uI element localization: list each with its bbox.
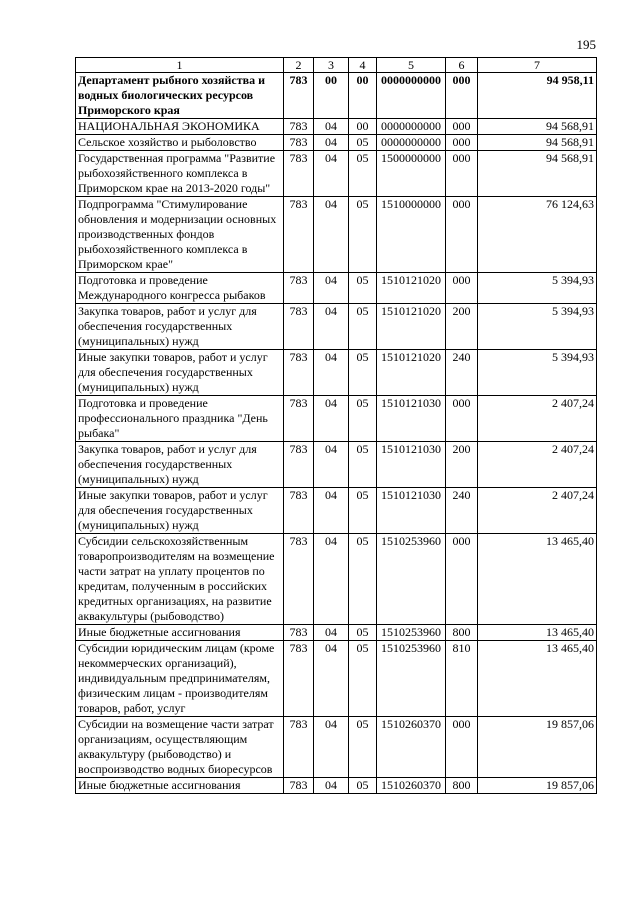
table-row <box>76 778 597 794</box>
expense-code: 000 <box>446 534 478 625</box>
row-name: Иные закупки товаров, работ и услуг для обеспечения государственных (муниципальных) нужд <box>76 488 284 534</box>
section-code: 04 <box>314 273 349 304</box>
amount: 2 407,24 <box>478 442 597 488</box>
budget-table <box>75 57 597 794</box>
target-code: 1510121030 <box>377 442 446 488</box>
row-name: Иные закупки товаров, работ и услуг для обеспечения государственных (муниципальных) нужд <box>76 350 284 396</box>
subsection-code: 05 <box>349 717 377 778</box>
subsection-code: 05 <box>349 641 377 717</box>
section-code: 04 <box>314 151 349 197</box>
admin-code: 783 <box>284 119 314 135</box>
expense-code: 240 <box>446 488 478 534</box>
table-row <box>76 625 597 641</box>
subsection-code: 05 <box>349 778 377 794</box>
admin-code: 783 <box>284 625 314 641</box>
amount: 5 394,93 <box>478 304 597 350</box>
section-code: 04 <box>314 641 349 717</box>
table-row <box>76 135 597 151</box>
column-header: 3 <box>314 58 349 73</box>
admin-code: 783 <box>284 73 314 119</box>
admin-code: 783 <box>284 778 314 794</box>
subsection-code: 05 <box>349 350 377 396</box>
target-code: 1510121020 <box>377 350 446 396</box>
expense-code: 810 <box>446 641 478 717</box>
column-header: 5 <box>377 58 446 73</box>
row-name: Сельское хозяйство и рыболовство <box>76 135 284 151</box>
subsection-code: 05 <box>349 135 377 151</box>
table-row <box>76 717 597 778</box>
table-header <box>76 58 597 73</box>
amount: 94 568,91 <box>478 151 597 197</box>
subsection-code: 05 <box>349 151 377 197</box>
target-code: 0000000000 <box>377 119 446 135</box>
row-name: Субсидии сельскохозяйственным товаропроизводителям на возмещение части затрат на уплату процентов по кредитам, полученным в российских кредитных организациях, на развитие аквакультуры (рыбоводство) <box>76 534 284 625</box>
expense-code: 000 <box>446 197 478 273</box>
expense-code: 000 <box>446 396 478 442</box>
target-code: 1510121030 <box>377 396 446 442</box>
expense-code: 240 <box>446 350 478 396</box>
admin-code: 783 <box>284 534 314 625</box>
section-code: 04 <box>314 534 349 625</box>
table-row <box>76 396 597 442</box>
row-name: Подготовка и проведение Международного конгресса рыбаков <box>76 273 284 304</box>
row-name: Иные бюджетные ассигнования <box>76 625 284 641</box>
row-name: Закупка товаров, работ и услуг для обеспечения государственных (муниципальных) нужд <box>76 304 284 350</box>
amount: 2 407,24 <box>478 488 597 534</box>
section-code: 04 <box>314 717 349 778</box>
row-name: Иные бюджетные ассигнования <box>76 778 284 794</box>
section-code: 04 <box>314 350 349 396</box>
target-code: 1510000000 <box>377 197 446 273</box>
target-code: 1510121020 <box>377 273 446 304</box>
amount: 2 407,24 <box>478 396 597 442</box>
table-row <box>76 304 597 350</box>
target-code: 1510121030 <box>377 488 446 534</box>
admin-code: 783 <box>284 151 314 197</box>
table-row <box>76 197 597 273</box>
admin-code: 783 <box>284 135 314 151</box>
header-row <box>76 58 597 73</box>
amount: 5 394,93 <box>478 350 597 396</box>
target-code: 1510253960 <box>377 641 446 717</box>
table-row <box>76 119 597 135</box>
target-code: 1510253960 <box>377 625 446 641</box>
admin-code: 783 <box>284 717 314 778</box>
row-name: Государственная программа "Развитие рыбохозяйственного комплекса в Приморском крае на 2013-2020 годы" <box>76 151 284 197</box>
subsection-code: 05 <box>349 442 377 488</box>
subsection-code: 00 <box>349 119 377 135</box>
table-row <box>76 641 597 717</box>
target-code: 1510260370 <box>377 778 446 794</box>
expense-code: 200 <box>446 442 478 488</box>
section-code: 04 <box>314 442 349 488</box>
row-name: Подготовка и проведение профессионального праздника "День рыбака" <box>76 396 284 442</box>
admin-code: 783 <box>284 273 314 304</box>
column-header: 6 <box>446 58 478 73</box>
admin-code: 783 <box>284 442 314 488</box>
page-number: 195 <box>576 37 596 52</box>
amount: 19 857,06 <box>478 778 597 794</box>
expense-code: 200 <box>446 304 478 350</box>
column-header: 2 <box>284 58 314 73</box>
amount: 94 568,91 <box>478 119 597 135</box>
row-name: Департамент рыбного хозяйства и водных биологических ресурсов Приморского края <box>76 73 284 119</box>
expense-code: 000 <box>446 151 478 197</box>
section-code: 04 <box>314 304 349 350</box>
expense-code: 000 <box>446 135 478 151</box>
amount: 76 124,63 <box>478 197 597 273</box>
table-row <box>76 350 597 396</box>
expense-code: 000 <box>446 717 478 778</box>
amount: 94 958,11 <box>478 73 597 119</box>
subsection-code: 05 <box>349 273 377 304</box>
amount: 13 465,40 <box>478 534 597 625</box>
admin-code: 783 <box>284 304 314 350</box>
amount: 13 465,40 <box>478 625 597 641</box>
amount: 19 857,06 <box>478 717 597 778</box>
target-code: 1500000000 <box>377 151 446 197</box>
target-code: 0000000000 <box>377 73 446 119</box>
row-name: Подпрограмма "Стимулирование обновления и модернизации основных производственных фондов рыбохозяйственного комплекса в Приморском крае" <box>76 197 284 273</box>
section-code: 04 <box>314 135 349 151</box>
expense-code: 800 <box>446 625 478 641</box>
admin-code: 783 <box>284 197 314 273</box>
subsection-code: 05 <box>349 625 377 641</box>
amount: 5 394,93 <box>478 273 597 304</box>
column-header: 7 <box>478 58 597 73</box>
section-code: 04 <box>314 778 349 794</box>
table-row <box>76 442 597 488</box>
target-code: 1510253960 <box>377 534 446 625</box>
row-name: Субсидии юридическим лицам (кроме некоммерческих организаций), индивидуальным предпринимателям, физическим лицам - производителям товаров, работ, услуг <box>76 641 284 717</box>
subsection-code: 00 <box>349 73 377 119</box>
row-name: НАЦИОНАЛЬНАЯ ЭКОНОМИКА <box>76 119 284 135</box>
admin-code: 783 <box>284 488 314 534</box>
section-code: 04 <box>314 197 349 273</box>
row-name: Субсидии на возмещение части затрат организациям, осуществляющим аквакультуру (рыбоводство) и воспроизводство водных биоресурсов <box>76 717 284 778</box>
subsection-code: 05 <box>349 488 377 534</box>
column-header: 1 <box>76 58 284 73</box>
expense-code: 000 <box>446 273 478 304</box>
expense-code: 000 <box>446 119 478 135</box>
table-row <box>76 73 597 119</box>
subsection-code: 05 <box>349 396 377 442</box>
admin-code: 783 <box>284 350 314 396</box>
table-row <box>76 488 597 534</box>
subsection-code: 05 <box>349 197 377 273</box>
table-body <box>76 73 597 794</box>
amount: 13 465,40 <box>478 641 597 717</box>
column-header: 4 <box>349 58 377 73</box>
expense-code: 800 <box>446 778 478 794</box>
target-code: 1510260370 <box>377 717 446 778</box>
section-code: 04 <box>314 488 349 534</box>
expense-code: 000 <box>446 73 478 119</box>
target-code: 0000000000 <box>377 135 446 151</box>
section-code: 00 <box>314 73 349 119</box>
amount: 94 568,91 <box>478 135 597 151</box>
admin-code: 783 <box>284 641 314 717</box>
table-row <box>76 151 597 197</box>
subsection-code: 05 <box>349 304 377 350</box>
admin-code: 783 <box>284 396 314 442</box>
row-name: Закупка товаров, работ и услуг для обеспечения государственных (муниципальных) нужд <box>76 442 284 488</box>
section-code: 04 <box>314 119 349 135</box>
table-row <box>76 273 597 304</box>
section-code: 04 <box>314 625 349 641</box>
section-code: 04 <box>314 396 349 442</box>
table-row <box>76 534 597 625</box>
subsection-code: 05 <box>349 534 377 625</box>
target-code: 1510121020 <box>377 304 446 350</box>
